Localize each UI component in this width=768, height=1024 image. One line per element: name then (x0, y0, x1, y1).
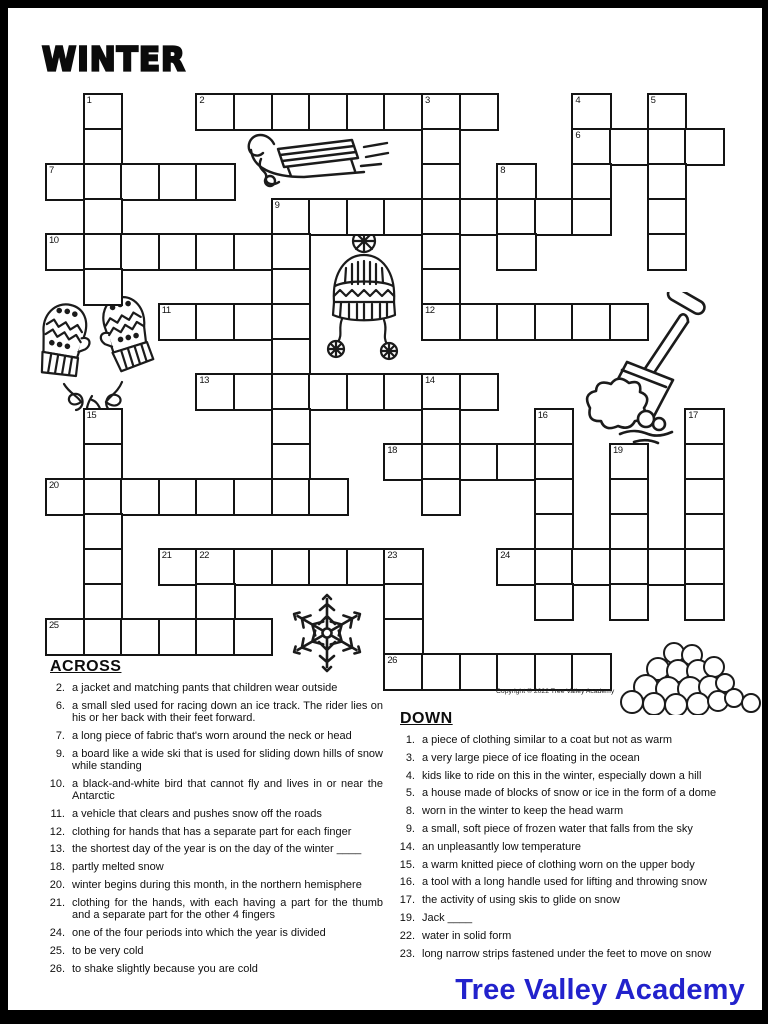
grid-cell[interactable] (308, 198, 348, 236)
grid-cell[interactable] (233, 478, 273, 516)
grid-cell[interactable] (195, 93, 235, 131)
copyright-text: Copyright © 2022 Tree Valley Academy (496, 688, 615, 695)
clue-number: 14. (399, 840, 415, 853)
grid-cell[interactable] (496, 303, 536, 341)
clue-number: 9. (405, 822, 415, 835)
grid-cell[interactable] (83, 478, 123, 516)
clue-text: a piece of clothing similar to a coat but not as warm (422, 734, 673, 746)
grid-cell[interactable] (195, 233, 235, 271)
clue-number: 26. (49, 962, 65, 975)
grid-cell[interactable] (534, 653, 574, 691)
grid-cell[interactable] (421, 93, 461, 131)
grid-cell[interactable] (496, 548, 536, 586)
across-clue-item (45, 843, 383, 855)
grid-cell[interactable] (45, 163, 85, 201)
cell-number: 1 (86, 95, 92, 106)
grid-cell[interactable] (233, 373, 273, 411)
grid-cell[interactable] (83, 93, 123, 131)
grid-cell[interactable] (120, 478, 160, 516)
grid-cell[interactable] (346, 93, 386, 131)
grid-cell[interactable] (346, 548, 386, 586)
grid-cell[interactable] (233, 233, 273, 271)
cell-number: 3 (425, 95, 430, 106)
across-clue-item (45, 748, 383, 773)
clue-text: long narrow strips fastened under the feet to move on snow (422, 947, 712, 960)
clue-number: 24. (49, 926, 65, 939)
grid-cell[interactable] (120, 618, 160, 656)
cell-number: 22 (199, 550, 209, 561)
across-clue-item (45, 963, 383, 975)
cell-number: 10 (49, 235, 59, 246)
cell-number: 11 (161, 305, 171, 316)
grid-cell[interactable] (421, 653, 461, 691)
grid-cell[interactable] (233, 93, 273, 131)
grid-cell[interactable] (83, 548, 123, 586)
cell-number: 19 (613, 445, 623, 456)
down-clue-item (395, 805, 761, 817)
clue-text: to be very cold (72, 944, 144, 957)
grid-cell[interactable] (459, 373, 499, 411)
clue-number: 13. (49, 843, 65, 856)
cell-number: 20 (49, 480, 59, 491)
grid-cell[interactable] (308, 478, 348, 516)
grid-cell[interactable] (271, 408, 311, 446)
grid-cell[interactable] (271, 303, 311, 341)
grid-cell[interactable] (459, 653, 499, 691)
clue-number: 9. (55, 747, 65, 760)
grid-cell[interactable] (346, 198, 386, 236)
clue-text: a vehicle that clears and pushes snow off the roads (72, 807, 322, 820)
clue-text: clothing for hands that has a separate part for each finger (72, 825, 352, 838)
cell-number: 25 (49, 620, 59, 631)
grid-cell[interactable] (571, 653, 611, 691)
grid-cell[interactable] (83, 198, 123, 236)
grid-cell[interactable] (421, 478, 461, 516)
grid-cell[interactable] (421, 303, 461, 341)
grid-cell[interactable] (421, 163, 461, 201)
grid-cell[interactable] (233, 618, 273, 656)
clue-number: 20. (49, 879, 65, 892)
clue-text: a small sled used for racing down an ice track. The rider lies on his or her back with their feet forward. (72, 699, 383, 725)
grid-cell[interactable] (647, 233, 687, 271)
grid-cell[interactable] (459, 93, 499, 131)
across-clue-item (45, 682, 383, 694)
cell-number: 24 (500, 550, 510, 561)
down-clue-item (395, 823, 761, 835)
across-clue-item (45, 826, 383, 838)
clue-number: 10. (49, 777, 65, 790)
grid-cell[interactable] (195, 303, 235, 341)
down-clues-list (395, 734, 761, 960)
grid-cell[interactable] (609, 513, 649, 551)
grid-cell[interactable] (271, 93, 311, 131)
clue-text: a small, soft piece of frozen water that falls from the sky (422, 822, 693, 835)
grid-cell[interactable] (120, 233, 160, 271)
grid-cell[interactable] (609, 128, 649, 166)
clue-number: 5. (405, 787, 415, 800)
grid-cell[interactable] (83, 163, 123, 201)
clue-number: 2. (55, 682, 65, 694)
clue-number: 6. (55, 699, 65, 712)
grid-cell[interactable] (195, 373, 235, 411)
grid-cell[interactable] (83, 268, 123, 306)
clue-text: to shake slightly because you are cold (72, 962, 258, 975)
grid-cell[interactable] (647, 128, 687, 166)
down-clue-item (395, 894, 761, 906)
cell-number: 16 (537, 410, 548, 421)
grid-cell[interactable] (158, 478, 198, 516)
grid-cell[interactable] (684, 583, 724, 621)
grid-cell[interactable] (83, 618, 123, 656)
cell-number: 26 (387, 655, 397, 666)
across-clue-item (45, 778, 383, 803)
grid-cell[interactable] (571, 198, 611, 236)
grid-cell[interactable] (647, 93, 687, 131)
down-clue-item (395, 787, 761, 799)
cell-number: 5 (650, 95, 656, 106)
grid-cell[interactable] (308, 93, 348, 131)
grid-cell[interactable] (534, 443, 574, 481)
across-clue-item (45, 700, 383, 725)
grid-cell[interactable] (496, 653, 536, 691)
grid-cell[interactable] (83, 583, 123, 621)
grid-cell[interactable] (308, 373, 348, 411)
clue-number: 25. (49, 944, 65, 957)
clue-text: worn in the winter to keep the head warm (422, 805, 624, 818)
grid-cell[interactable] (459, 443, 499, 481)
grid-cell[interactable] (195, 548, 235, 586)
clue-number: 1. (405, 734, 415, 746)
grid-cell[interactable] (421, 373, 461, 411)
clue-number: 18. (49, 861, 65, 874)
grid-cell[interactable] (534, 478, 574, 516)
grid-cell[interactable] (421, 128, 461, 166)
grid-cell[interactable] (271, 233, 311, 271)
grid-cell[interactable] (534, 583, 574, 621)
grid-cell[interactable] (233, 303, 273, 341)
cell-number: 23 (387, 550, 397, 561)
grid-cell[interactable] (647, 198, 687, 236)
clue-number: 16. (399, 876, 415, 889)
down-clue-item (395, 734, 761, 746)
cell-number: 4 (575, 95, 581, 106)
grid-cell[interactable] (271, 548, 311, 586)
grid-cell[interactable] (120, 163, 160, 201)
brand-wordmark: Tree Valley Academy (455, 974, 745, 1006)
cell-number: 9 (274, 200, 280, 211)
grid-cell[interactable] (684, 128, 724, 166)
clue-number: 8. (405, 805, 415, 818)
grid-cell[interactable] (271, 198, 311, 236)
clue-text: a house made of blocks of snow or ice in the form of a dome (422, 787, 717, 800)
grid-cell[interactable] (534, 303, 574, 341)
grid-cell[interactable] (158, 163, 198, 201)
grid-cell[interactable] (571, 548, 611, 586)
grid-cell[interactable] (383, 93, 423, 131)
grid-cell[interactable] (609, 443, 649, 481)
cell-number: 13 (199, 375, 209, 386)
grid-cell[interactable] (45, 478, 85, 516)
clue-text: Jack ____ (422, 911, 473, 924)
down-clue-item (395, 859, 761, 871)
clue-text: a jacket and matching pants that children wear outside (72, 682, 338, 694)
grid-cell[interactable] (383, 198, 423, 236)
grid-cell[interactable] (383, 618, 423, 656)
grid-cell[interactable] (346, 373, 386, 411)
clue-number: 17. (399, 894, 415, 907)
clue-number: 23. (399, 947, 415, 960)
grid-cell[interactable] (271, 373, 311, 411)
grid-cell[interactable] (271, 338, 311, 376)
grid-cell[interactable] (158, 303, 198, 341)
clue-text: clothing for the hands, with each having a part for the thumb and a separate part for the other 4 fingers (72, 896, 383, 922)
grid-cell[interactable] (383, 548, 423, 586)
grid-cell[interactable] (571, 163, 611, 201)
grid-cell[interactable] (421, 408, 461, 446)
grid-cell[interactable] (459, 303, 499, 341)
down-clue-item (395, 752, 761, 764)
sled-illustration (240, 120, 390, 198)
grid-cell[interactable] (195, 478, 235, 516)
grid-cell[interactable] (83, 443, 123, 481)
grid-cell[interactable] (195, 583, 235, 621)
grid-cell[interactable] (459, 198, 499, 236)
clue-number: 15. (399, 858, 415, 871)
down-clue-item (395, 930, 761, 942)
clue-text: a black-and-white bird that cannot fly and lives in or near the Antarctic (72, 777, 383, 803)
grid-cell[interactable] (609, 548, 649, 586)
clue-text: the activity of using skis to glide on snow (422, 894, 621, 907)
across-section (45, 658, 383, 980)
grid-cell[interactable] (271, 268, 311, 306)
grid-cell[interactable] (684, 478, 724, 516)
clue-text: one of the four periods into which the year is divided (72, 926, 326, 939)
cell-number: 2 (199, 95, 205, 106)
cell-number: 7 (49, 165, 54, 176)
clue-number: 19. (399, 911, 415, 924)
down-heading: DOWN (400, 710, 453, 727)
grid-cell[interactable] (684, 513, 724, 551)
across-clue-item (45, 897, 383, 922)
grid-cell[interactable] (496, 163, 536, 201)
grid-cell[interactable] (496, 443, 536, 481)
grid-cell[interactable] (271, 478, 311, 516)
grid-cell[interactable] (158, 233, 198, 271)
down-clue-item (395, 770, 761, 782)
down-section (395, 710, 761, 965)
grid-cell[interactable] (383, 653, 423, 691)
grid-cell[interactable] (83, 513, 123, 551)
across-clue-item (45, 927, 383, 939)
grid-cell[interactable] (647, 548, 687, 586)
clue-number: 4. (405, 769, 415, 782)
grid-cell[interactable] (195, 163, 235, 201)
grid-cell[interactable] (684, 548, 724, 586)
grid-cell[interactable] (83, 233, 123, 271)
clue-number: 21. (49, 896, 65, 909)
grid-cell[interactable] (45, 618, 85, 656)
grid-cell[interactable] (271, 443, 311, 481)
winter-hat-illustration (318, 226, 410, 362)
cell-number: 15 (86, 410, 97, 421)
grid-cell[interactable] (158, 548, 198, 586)
cell-number: 6 (575, 130, 581, 141)
grid-cell[interactable] (534, 198, 574, 236)
cell-number: 14 (425, 375, 435, 386)
grid-cell[interactable] (45, 233, 85, 271)
clue-number: 3. (405, 751, 415, 764)
grid-cell[interactable] (421, 268, 461, 306)
snowball-pile-illustration (612, 640, 762, 715)
worksheet-title: WINTER (42, 41, 186, 79)
grid-cell[interactable] (308, 548, 348, 586)
grid-cell[interactable] (195, 618, 235, 656)
clue-text: a tool with a long handle used for lifting and throwing snow (422, 876, 707, 889)
grid-cell[interactable] (233, 548, 273, 586)
down-clue-item (395, 948, 761, 960)
grid-cell[interactable] (609, 478, 649, 516)
across-heading: ACROSS (50, 658, 122, 675)
across-clue-item (45, 945, 383, 957)
clue-number: 12. (49, 825, 65, 838)
down-clue-item (395, 841, 761, 853)
clue-text: the shortest day of the year is on the day of the winter ____ (72, 843, 362, 856)
down-clue-item (395, 912, 761, 924)
grid-cell[interactable] (571, 303, 611, 341)
down-clue-item (395, 876, 761, 888)
grid-cell[interactable] (421, 443, 461, 481)
clue-text: partly melted snow (72, 861, 164, 874)
clue-text: water in solid form (422, 929, 512, 942)
clue-number: 7. (55, 729, 65, 742)
cell-number: 18 (387, 445, 397, 456)
across-clue-item (45, 730, 383, 742)
grid-cell[interactable] (383, 373, 423, 411)
grid-cell[interactable] (534, 408, 574, 446)
grid-cell[interactable] (383, 443, 423, 481)
clue-text: a very large piece of ice floating in the ocean (422, 751, 640, 764)
clue-text: a warm knitted piece of clothing worn on the upper body (422, 858, 695, 871)
grid-cell[interactable] (158, 618, 198, 656)
grid-cell[interactable] (609, 583, 649, 621)
clue-number: 22. (399, 929, 415, 942)
across-clue-item (45, 808, 383, 820)
cell-number: 17 (688, 410, 698, 421)
clue-text: an unpleasantly low temperature (422, 840, 581, 853)
across-clue-item (45, 879, 383, 891)
clue-number: 11. (50, 807, 65, 820)
grid-cell[interactable] (496, 233, 536, 271)
grid-cell[interactable] (421, 198, 461, 236)
clue-text: kids like to ride on this in the winter, especially down a hill (422, 769, 702, 782)
clue-text: winter begins during this month, in the northern hemisphere (72, 879, 362, 892)
grid-cell[interactable] (684, 443, 724, 481)
grid-cell[interactable] (534, 513, 574, 551)
cell-number: 21 (161, 550, 172, 561)
cell-number: 8 (500, 165, 505, 176)
grid-cell[interactable] (421, 233, 461, 271)
across-clue-item (45, 861, 383, 873)
grid-cell[interactable] (496, 198, 536, 236)
cell-number: 12 (425, 305, 435, 316)
across-clues-list (45, 682, 383, 975)
grid-cell[interactable] (609, 303, 649, 341)
grid-cell[interactable] (571, 93, 611, 131)
clue-text: a long piece of fabric that's worn around the neck or head (72, 729, 352, 742)
grid-cell[interactable] (647, 163, 687, 201)
clue-text: a board like a wide ski that is used for sliding down hills of snow while standing (72, 747, 383, 772)
grid-cell[interactable] (534, 548, 574, 586)
grid-cell[interactable] (83, 128, 123, 166)
grid-cell[interactable] (571, 128, 611, 166)
grid-cell[interactable] (684, 408, 724, 446)
grid-cell[interactable] (83, 408, 123, 446)
grid-cell[interactable] (383, 583, 423, 621)
